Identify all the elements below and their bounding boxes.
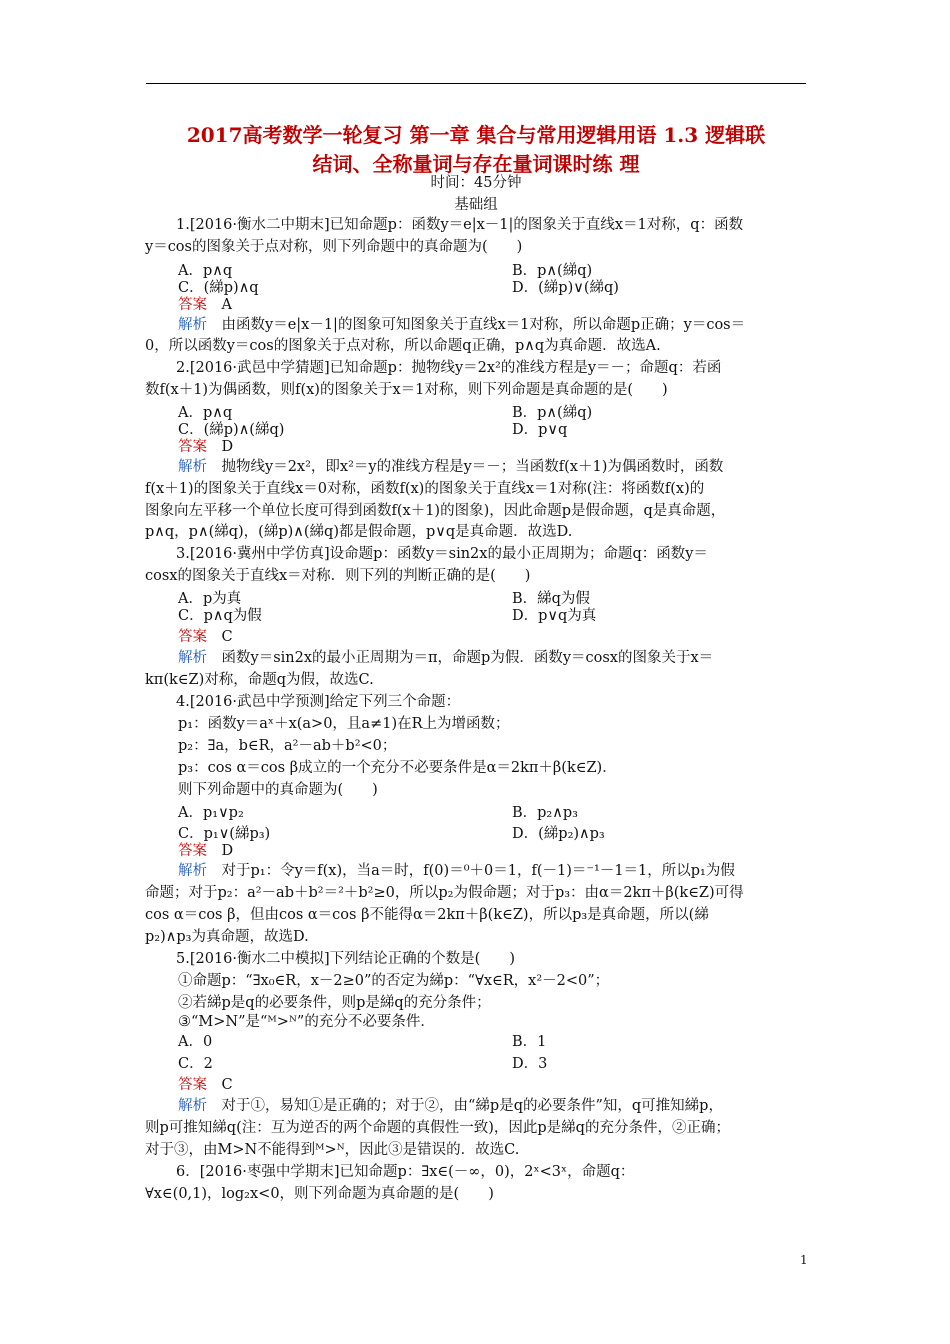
q2-option-b: B．p∧(綈q) <box>512 405 593 421</box>
q4-question: 则下列命题中的真命题为( ) <box>178 782 378 798</box>
q2-stem-line2: 数f(x＋1)为偶函数，则f(x)的图象关于x＝1对称，则下列命题是真命题的是( ) <box>145 382 668 398</box>
explanation-text: 函数y＝sin2x的最小正周期为＝π，命题p为假．函数y＝cosx的图象关于x＝ <box>221 650 714 666</box>
q4-option-b: B．p₂∧p₃ <box>512 805 578 821</box>
q3-stem-line1: 3.[2016·冀州中学仿真]设命题p：函数y＝sin2x的最小正周期为；命题q：函数y＝ <box>176 546 708 562</box>
q5-statement-2: ②若綈p是q的必要条件，则p是綈q的充分条件； <box>178 995 491 1011</box>
q5-option-b: B．1 <box>512 1034 547 1050</box>
q4-answer <box>178 842 233 860</box>
explanation-label: 解析 <box>178 650 207 666</box>
q1-stem-line2: y＝cos的图象关于点对称，则下列命题中的真命题为( ) <box>145 239 523 255</box>
q5-explanation-line3: 对于③，由M>N不能得到ᴹ>ᴺ，因此③是错误的．故选C. <box>145 1142 520 1158</box>
doc-title-line2: 结词、全称量词与存在量词课时练 理 <box>312 152 640 176</box>
q2-explanation-line4: p∧q，p∧(綈q)，(綈p)∧(綈q)都是假命题，p∨q是真命题．故选D. <box>145 524 573 540</box>
q6-stem-line2: ∀x∈(0,1)，log₂x<0，则下列命题为真命题的是( ) <box>145 1186 494 1202</box>
q2-explanation-line1 <box>178 457 723 478</box>
explanation-label: 解析 <box>178 1098 207 1114</box>
explanation-text: 对于①，易知①是正确的；对于②，由“綈p是q的必要条件”知，q可推知綈p， <box>221 1098 723 1114</box>
explanation-text: 抛物线y＝2x²，即x²＝y的准线方程是y＝－；当函数f(x＋1)为偶函数时，函数 <box>221 459 724 475</box>
explanation-text: 由函数y＝e|x－1|的图象可知图象关于直线x＝1对称，所以命题p正确；y＝cos＝ <box>221 317 746 333</box>
q5-stem-line1: 5.[2016·衡水二中模拟]下列结论正确的个数是( ) <box>176 951 515 967</box>
q3-option-d: D．p∨q为真 <box>512 608 597 624</box>
q5-option-c: C．2 <box>178 1056 213 1072</box>
q1-answer <box>178 296 232 314</box>
q4-explanation-line4: p₂)∧p₃为真命题，故选D. <box>145 929 309 945</box>
q1-stem-line1: 1.[2016·衡水二中期末]已知命题p：函数y＝e|x－1|的图象关于直线x＝1对称，q：函数 <box>176 217 744 233</box>
q4-stem-line1: 4.[2016·武邑中学预测]给定下列三个命题： <box>176 694 461 710</box>
q5-statement-3: ③“M>N”是“ᴹ>ᴺ”的充分不必要条件． <box>178 1014 435 1030</box>
q3-explanation-line2: kπ(k∈Z)对称，命题q为假，故选C. <box>145 672 374 688</box>
q2-explanation-line2: f(x＋1)的图象关于直线x＝0对称，函数f(x)的图象关于直线x＝1对称(注：将函数f(x)的 <box>145 481 705 497</box>
q5-option-d: D．3 <box>512 1056 548 1072</box>
time-limit: 时间：45分钟 <box>430 175 522 191</box>
explanation-text: 对于p₁：令y＝f(x)，当a＝时，f(0)＝⁰＋0＝1，f(－1)＝⁻¹－1＝1，所以p₁为假 <box>221 863 735 879</box>
answer-label: 答案 <box>178 629 207 645</box>
q3-option-a: A．p为真 <box>178 591 242 607</box>
q2-option-a: A．p∧q <box>178 405 233 421</box>
section-heading: 基础组 <box>454 197 498 213</box>
answer-value: A <box>221 297 232 313</box>
q2-stem-line1: 2.[2016·武邑中学猜题]已知命题p：抛物线y＝2x²的准线方程是y＝－；命题q：若函 <box>176 360 722 376</box>
header-rule <box>146 83 806 84</box>
answer-value: C <box>221 1077 233 1093</box>
q5-statement-1: ①命题p：“∃x₀∈R，x－2≥0”的否定为綈p：“∀x∈R，x²－2<0”； <box>178 973 610 989</box>
q1-option-d: D．(綈p)∨(綈q) <box>512 280 619 296</box>
answer-label: 答案 <box>178 297 207 313</box>
q4-explanation-line1 <box>178 861 735 882</box>
q1-option-c: C．(綈p)∧q <box>178 280 259 296</box>
q4-option-d: D．(綈p₂)∧p₃ <box>512 826 605 842</box>
explanation-label: 解析 <box>178 863 207 879</box>
answer-label: 答案 <box>178 843 207 859</box>
q2-explanation-line3: 图象向左平移一个单位长度可得到函数f(x＋1)的图象)，因此命题p是假命题，q是真命题， <box>145 503 726 519</box>
answer-value: D <box>221 439 234 455</box>
q1-option-a: A．p∧q <box>178 263 233 279</box>
q5-answer <box>178 1076 233 1094</box>
q4-premise-p2: p₂：∃a，b∈R，a²－ab＋b²<0； <box>178 738 397 754</box>
q5-explanation-line1 <box>178 1096 723 1117</box>
q3-answer <box>178 628 233 646</box>
q2-option-c: C．(綈p)∧(綈q) <box>178 422 285 438</box>
q3-option-c: C．p∧q为假 <box>178 608 262 624</box>
q4-explanation-line3: cos α＝cos β，但由cos α＝cos β不能得α＝2kπ＋β(k∈Z)，所以p₃是真命题，所以(綈 <box>145 907 709 923</box>
answer-value: D <box>221 843 234 859</box>
q4-premise-p1: p₁：函数y＝aˣ＋x(a>0，且a≠1)在R上为增函数； <box>178 716 510 732</box>
doc-title-line1: 2017高考数学一轮复习 第一章 集合与常用逻辑用语 1.3 逻辑联 <box>186 123 766 147</box>
q4-premise-p3: p₃：cos α＝cos β成立的一个充分不必要条件是α＝2kπ＋β(k∈Z)． <box>178 760 617 776</box>
q3-option-b: B．綈q为假 <box>512 591 590 607</box>
q1-option-b: B．p∧(綈q) <box>512 263 593 279</box>
q3-explanation-line1 <box>178 648 713 669</box>
explanation-label: 解析 <box>178 459 207 475</box>
q3-stem-line2: cosx的图象关于直线x＝对称．则下列的判断正确的是( ) <box>145 568 531 584</box>
q1-explanation-line2: 0，所以函数y＝cos的图象关于点对称，所以命题q正确，p∧q为真命题．故选A. <box>145 338 661 354</box>
q5-explanation-line2: 则p可推知綈q(注：互为逆否的两个命题的真假性一致)，因此p是綈q的充分条件，②正确； <box>145 1120 730 1136</box>
q1-explanation-line1 <box>178 315 745 336</box>
q2-answer <box>178 438 233 456</box>
q5-option-a: A．0 <box>178 1034 213 1050</box>
q4-option-a: A．p₁∨p₂ <box>178 805 244 821</box>
page-number: 1 <box>800 1253 808 1267</box>
answer-value: C <box>221 629 233 645</box>
q4-explanation-line2: 命题；对于p₂：a²－ab＋b²＝²＋b²≥0，所以p₂为假命题；对于p₃：由α＝2kπ＋β(k∈Z)可得 <box>145 885 744 901</box>
q6-stem-line1: 6．[2016·枣强中学期末]已知命题p：∃x∈(－∞，0)，2ˣ<3ˣ，命题q： <box>176 1164 635 1180</box>
answer-label: 答案 <box>178 439 207 455</box>
answer-label: 答案 <box>178 1077 207 1093</box>
q4-option-c: C．p₁∨(綈p₃) <box>178 826 271 842</box>
q2-option-d: D．p∨q <box>512 422 568 438</box>
explanation-label: 解析 <box>178 317 207 333</box>
